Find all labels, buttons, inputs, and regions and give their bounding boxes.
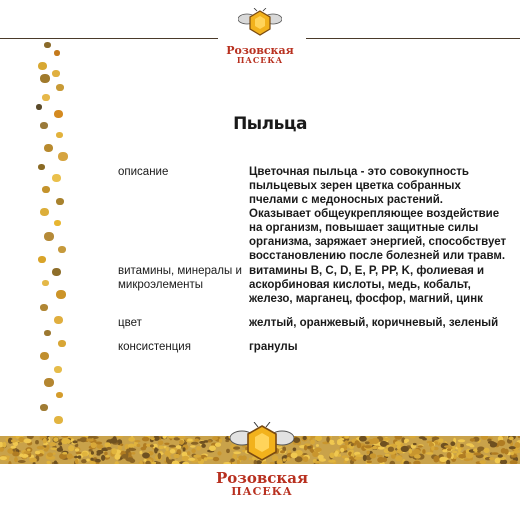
row-value: Цветочная пыльца - это совокупность пыльцевых зерен цветка собранных пчелами с медоносных растений. Оказывает общеукрепляющее воздействие на организм, повышает защитные силы организма, заряжает энергией, способствует восстановлению после болезней или травм. <box>249 166 507 262</box>
row-value: гранулы <box>249 341 298 353</box>
top-divider-right <box>306 38 520 39</box>
honeycomb-bee-icon <box>238 8 282 38</box>
row-label: витамины, минералы и микроэлементы <box>118 265 242 291</box>
brand-logo-top <box>212 8 308 64</box>
top-divider-left <box>0 38 218 39</box>
row-label: цвет <box>118 317 142 329</box>
brand-logo-bottom <box>207 422 317 497</box>
row-value: желтый, оранжевый, коричневый, зеленый <box>249 317 499 329</box>
brand-name: Розовская <box>215 469 309 487</box>
row-label: описание <box>118 166 169 178</box>
pollen-granules-column <box>28 40 88 435</box>
page-title: Пыльца <box>233 114 307 134</box>
row-label: консистенция <box>118 341 191 353</box>
row-value: витамины B, C, D, E, P, PP, K, фолиевая и аскорбиновая кислоты, медь, кобальт, железо, марганец, фосфор, магний, цинк <box>249 265 485 305</box>
honeycomb-bee-icon <box>230 422 294 464</box>
brand-name: Розовская <box>226 44 294 57</box>
brand-subname: ПАСЕКА <box>231 485 293 498</box>
brand-subname: ПАСЕКА <box>236 55 284 65</box>
